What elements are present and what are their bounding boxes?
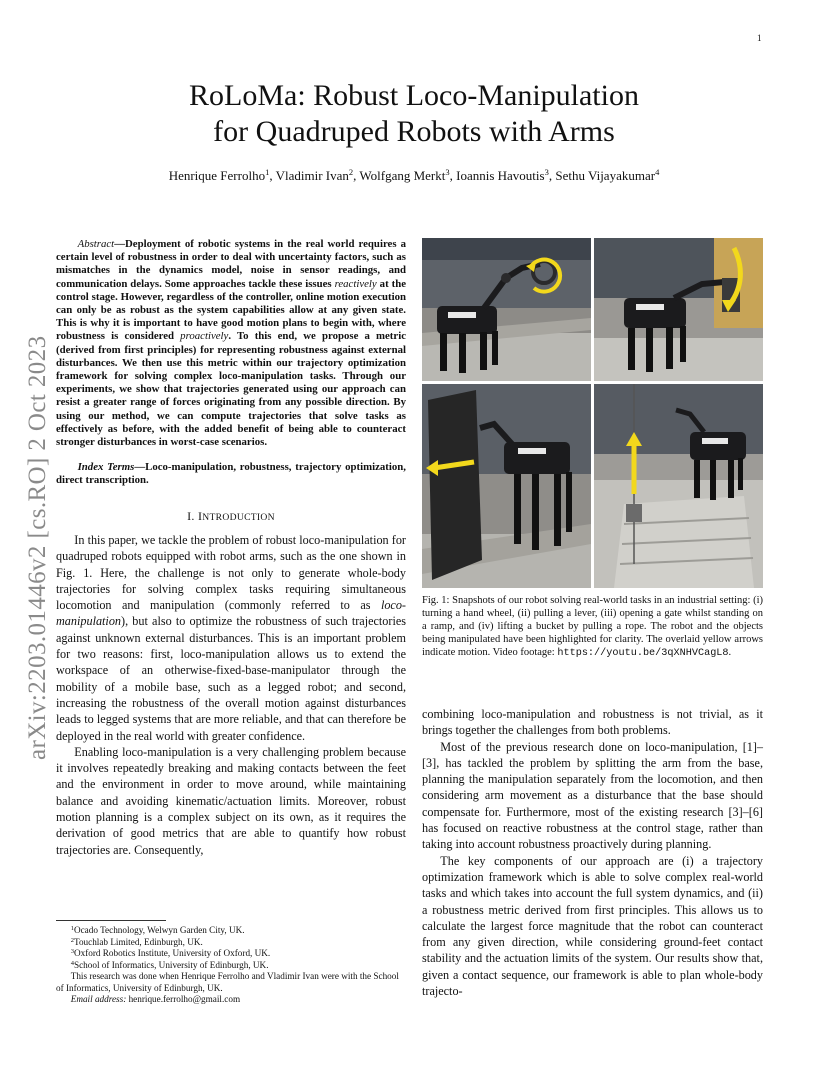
author xyxy=(169,168,276,183)
footnote-research-note: This research was done when Henrique Ferrolho and Vladimir Ivan were with the School of Informatics, University of Edinburgh, UK. xyxy=(56,971,399,993)
author-separator: , xyxy=(449,168,457,183)
author xyxy=(456,168,555,183)
figure-photo-bucket xyxy=(594,384,763,588)
index-terms xyxy=(56,461,406,487)
abstract xyxy=(56,238,406,449)
section-title: NTRODUCTION xyxy=(202,511,275,523)
figure-photo-lever xyxy=(594,238,763,381)
right-paragraph-3: The key components of our approach are (i) a trajectory optimization framework which is able to solve complex real-world tasks and which takes into account the full system dynamics, and (ii) a robustness metric derived from first principles. This allows us to calculate the largest force magnitude that the robot can counteract from any given direction, while considering ground-feet contact stability and the actuation limits of the system. Our results show that, given a contact sequence, our framework is able to plan whole-body trajecto- xyxy=(422,853,763,999)
author xyxy=(359,168,456,183)
author-list xyxy=(80,168,748,184)
figure-1-caption xyxy=(422,594,763,660)
footnote-affiliation xyxy=(56,925,406,937)
paragraph-text: In this paper, we tackle the problem of robust loco-manipulation for quadruped robots equipped with robot arms, such as the one shown in Fig. 1. Here, the challenge is not only to generate whole-body trajectories for solving complex tasks requiring simultaneous locomotion and manipulation (commonly referred to as xyxy=(56,532,406,613)
abstract-emphasis: reactively xyxy=(334,277,377,290)
author-name: Vladimir Ivan xyxy=(275,168,349,183)
photo-gate-drawing xyxy=(422,384,591,588)
author-name: Henrique Ferrolho xyxy=(168,168,266,183)
email-address: henrique.ferrolho@gmail.com xyxy=(126,994,241,1004)
author xyxy=(276,168,360,183)
photo-lever-drawing xyxy=(594,238,763,381)
author-affiliation-mark: 1 xyxy=(265,167,270,177)
footnote-text: Oxford Robotics Institute, University of Oxford, UK. xyxy=(73,948,271,958)
footnote-email xyxy=(56,994,406,1006)
caption-label: Fig. 1: xyxy=(422,595,453,606)
title-line-2: for Quadruped Robots with Arms xyxy=(213,115,615,148)
photo-bucket-drawing xyxy=(594,384,763,588)
author-name: Wolfgang Merkt xyxy=(359,168,446,183)
intro-paragraph-2: Enabling loco-manipulation is a very challenging problem because it involves repeatedly breaking and making contacts between the feet and the environment in order to move around, while maintaining balance and avoiding kinematic/actuation limits. Moreover, robust motion planning is a complex subject on its own, as it requires the derivation of good metrics that are able to quantify how robust trajectories are. Consequently, xyxy=(56,744,406,857)
figure-photo-hand-wheel xyxy=(422,238,591,381)
author xyxy=(555,168,659,183)
author-separator: , xyxy=(353,168,360,183)
title-line-1: RoLoMa: Robust Loco-Manipulation xyxy=(189,79,639,112)
footnote-affiliation xyxy=(56,960,406,972)
author-affiliation-mark: 3 xyxy=(445,167,450,177)
index-terms-label: Index Terms xyxy=(77,461,135,474)
abstract-dash: — xyxy=(114,238,125,250)
video-link[interactable]: https://youtu.be/3qXNHVCagL8 xyxy=(557,648,729,659)
footnote-mark: 2 xyxy=(70,936,74,944)
arxiv-side-identifier: arXiv:2203.01446v2 [cs.RO] 2 Oct 2023 xyxy=(24,335,51,760)
intro-paragraph-1 xyxy=(56,532,406,744)
index-terms-text: Loco-manipulation, robustness, trajectory optimization, direct transcription. xyxy=(56,461,406,487)
paragraph-emphasis: loco-manipulation xyxy=(56,598,406,629)
abstract-text: Deployment of robotic systems in the real world requires a certain level of robustness in order to deal with uncertainty factors, such as mismatches in the dynamics model, noise in sensor readings, and communication delays. Some approaches tackle these issues xyxy=(56,238,406,290)
footnote-text: Ocado Technology, Welwyn Garden City, UK. xyxy=(73,925,245,935)
author-affiliation-mark: 3 xyxy=(544,167,549,177)
author-affiliation-mark: 2 xyxy=(348,167,354,177)
right-paragraph-1: combining loco-manipulation and robustness is not trivial, as it brings together the challenges from both problems. xyxy=(422,707,763,738)
abstract-emphasis: proactively xyxy=(180,330,229,343)
author-separator: , xyxy=(269,168,276,183)
section-heading-introduction xyxy=(56,508,406,526)
paper-title xyxy=(80,78,748,150)
author-name: Sethu Vijayakumar xyxy=(555,168,656,183)
caption-end: . xyxy=(728,647,732,658)
footnote-mark: 3 xyxy=(70,948,74,955)
author-name: Ioannis Havoutis xyxy=(456,168,545,183)
footnote-text: School of Informatics, University of Edinburgh, UK. xyxy=(73,959,269,970)
abstract-label: Abstract xyxy=(77,238,115,250)
author-separator: , xyxy=(548,168,556,183)
abstract-text: . To this end, we propose a metric (derived from first principles) for representing robustness against external disturbances. We then use this metric within our trajectory optimization framework for solving complex loco-manipulation tasks. Through our experiments, we show that trajectories generated using our approach can resist a greater range of forces originating from any possible direction. By using our method, we can compute trajectories that solve tasks as effectively as before, with the added benefit of being able to counteract stronger disturbances in worst-case scenarios. xyxy=(56,330,406,449)
footnote-mark: 4 xyxy=(70,959,74,967)
page-number: 1 xyxy=(757,33,762,43)
footnote-affiliation xyxy=(56,937,406,949)
figure-photo-gate xyxy=(422,384,591,588)
footnote-mark: 1 xyxy=(70,925,74,932)
caption-text: Snapshots of our robot solving real-world tasks in an industrial setting: (i) turning a hand wheel, (ii) pulling a lever, (iii) opening a gate whilst standing on a ramp, and (iv) lifting a bucket by pulling a rope. The robot and the objects being manipulated have been highlighted for clarity. The overlaid yellow arrows indicate motion. Video footage: xyxy=(422,595,763,658)
photo-hand-wheel-drawing xyxy=(422,238,591,381)
section-number: I. I xyxy=(187,508,203,523)
footnote-text: Touchlab Limited, Edinburgh, UK. xyxy=(73,936,203,947)
author-affiliation-mark: 4 xyxy=(655,167,660,177)
footnote-rule xyxy=(56,920,166,921)
index-terms-dash: — xyxy=(134,461,146,474)
right-column xyxy=(422,706,763,999)
footnotes xyxy=(56,920,406,1006)
left-column xyxy=(56,238,406,858)
email-label: Email address: xyxy=(70,994,127,1004)
abstract-text: at the control stage. However, regardless of the controller, online motion execution can only be as robust as the system capabilities allow at any given state. This is why it is important to have good motion plans to begin with, where robustness is considered xyxy=(56,277,406,343)
paragraph-text: ), but also to optimize the robustness of such trajectories against unknown external disturbances. This is an important problem for two reasons: first, loco-manipulation allows us to extend the workspace of an otherwise-fixed-base-manipulator through the mobility of a mobile base, such as a legged robot; and second, increasing the robustness of the overall motion against disturbances leads to legged systems that are more reliable, and that can therefore be deployed in the real world with greater confidence. xyxy=(56,614,406,743)
figure-1 xyxy=(422,238,763,588)
right-paragraph-2: Most of the previous research done on loco-manipulation, [1]–[3], has tackled the problem by splitting the arm from the base, planning the manipulation separately from the locomotion, and then considering arm movement as a disturbance that the base should compensate for. Furthermore, most of the existing research [3]–[6] has focused on reactive robustness at the control stage, rather than taking into account robustness proactively during planning. xyxy=(422,739,763,852)
footnote-affiliation xyxy=(56,948,406,960)
